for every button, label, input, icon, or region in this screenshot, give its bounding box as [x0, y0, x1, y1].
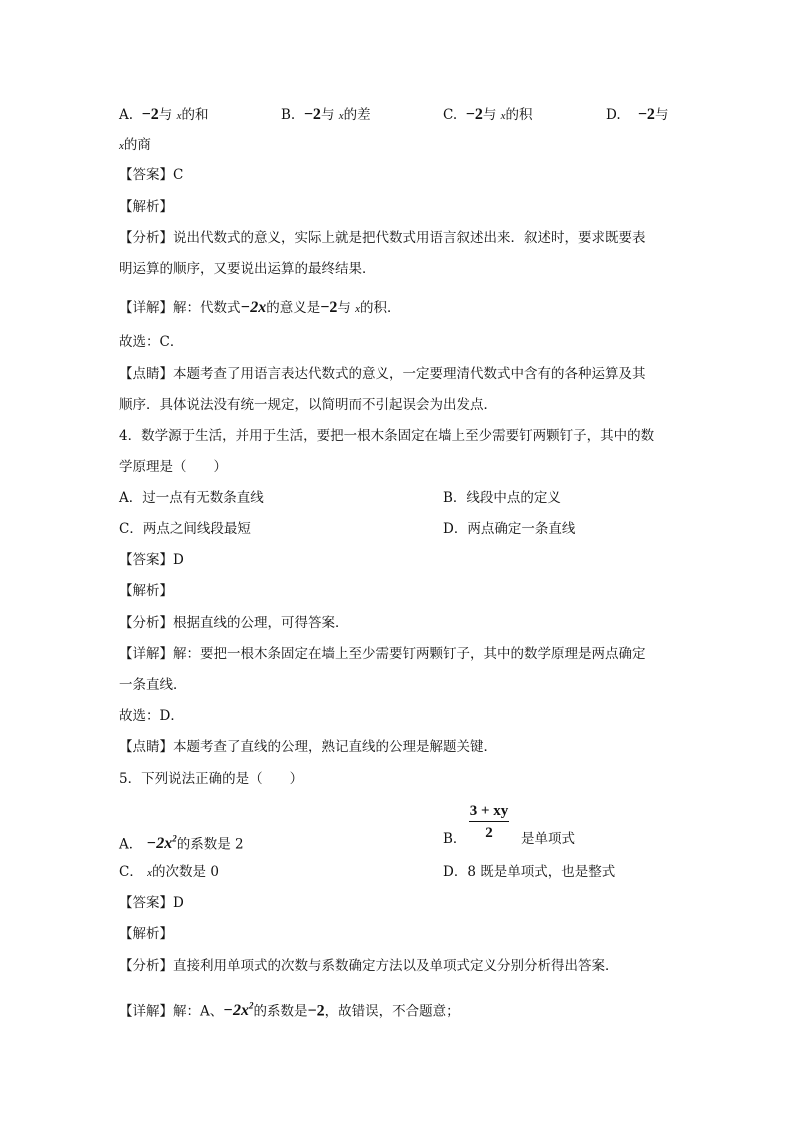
math-expr: −2 [465, 106, 483, 123]
q3-answer: 【答案】C [119, 167, 184, 183]
q4-answer: 【答案】D [119, 552, 184, 568]
math-expr: −2 [307, 1002, 325, 1020]
option-label: B. [281, 107, 296, 123]
q5-detail [119, 997, 460, 1020]
q4-option-a: A．过一点有无数条直线 [119, 490, 264, 506]
detail-text: 的积． [360, 300, 401, 316]
option-label: A． [119, 836, 143, 853]
q3-analysis-heading: 【解析】 [119, 199, 173, 215]
math-exponent: 2 [172, 834, 177, 844]
q3-option-d-continued [119, 136, 151, 155]
math-expr [223, 1002, 253, 1019]
q3-option-d [606, 106, 668, 124]
q5-option-a [119, 830, 244, 853]
q4-stem-line1: 4．数学源于生活，并用于生活，要把一根木条固定在墙上至少需要钉两颗钉子，其中的数 [119, 428, 655, 444]
detail-text: ，故错误，不合题意； [324, 1003, 460, 1020]
math-var: x [338, 110, 344, 122]
q3-comment-line1: 【点睛】本题考查了用语言表达代数式的意义，一定要理清代数式中含有的各种运算及其 [119, 366, 646, 382]
option-label: D. [606, 107, 621, 123]
q5-option-d: D．8 既是单项式，也是整式 [443, 864, 616, 880]
q4-fenxi: 【分析】根据直线的公理，可得答案． [119, 615, 349, 631]
q5-option-c [119, 863, 219, 882]
q4-option-b: B．线段中点的定义 [443, 490, 561, 506]
option-text: 与 [320, 107, 335, 123]
option-text: 的积 [505, 107, 533, 123]
q3-choose: 故选：C． [119, 334, 184, 350]
detail-text: 的意义是 [266, 300, 321, 316]
option-text: 与 [654, 107, 669, 123]
math-exponent: 2 [248, 1001, 254, 1011]
q3-option-c [443, 106, 533, 125]
math-expr: −2 [141, 106, 159, 123]
fraction-bar [469, 821, 509, 822]
option-label: C. [443, 107, 458, 123]
q3-detail [119, 299, 401, 318]
detail-text: 【详解】解：A、 [119, 1003, 224, 1020]
option-label: B． [443, 831, 467, 847]
fraction-numerator: 3 + xy [469, 803, 509, 819]
math-var: x [176, 110, 182, 122]
q5-fraction [465, 802, 513, 842]
q4-analysis-heading: 【解析】 [119, 583, 173, 599]
math-expr: −2 [320, 299, 338, 316]
math-base: −2x [146, 835, 173, 853]
q4-detail-line1: 【详解】解：要把一根木条固定在墙上至少需要钉两颗钉子，其中的数学原理是两点确定 [119, 646, 646, 662]
q3-comment-line2: 顺序．具体说法没有统一规定，以简明而不引起误会为出发点． [119, 397, 497, 413]
q4-option-d: D．两点确定一条直线 [443, 521, 576, 537]
option-text: 的系数是 2 [176, 836, 244, 853]
q3-fenxi-line2: 明运算的顺序，又要说出运算的最终结果． [119, 261, 376, 277]
q5-fenxi: 【分析】直接利用单项式的次数与系数确定方法以及单项式定义分别分析得出答案． [119, 958, 619, 974]
q4-comment: 【点睛】本题考查了直线的公理，熟记直线的公理是解题关键． [119, 739, 497, 755]
option-text: 与 [482, 107, 497, 123]
q3-fenxi-line1: 【分析】说出代数式的意义，实际上就是把代数式用语言叙述出来．叙述时，要求既要表 [119, 230, 646, 246]
q5-stem: 5．下列说法正确的是（ ） [119, 771, 304, 787]
q3-option-a [119, 106, 208, 125]
math-expr [147, 835, 177, 852]
q4-option-c: C．两点之间线段最短 [119, 521, 251, 537]
q4-stem-line2: 学原理是（ ） [119, 459, 227, 475]
math-var: x [355, 303, 361, 315]
option-text: 的差 [343, 107, 371, 123]
option-label: A. [119, 107, 134, 123]
math-expr: −2 [303, 106, 321, 123]
detail-text: 的系数是 [253, 1003, 308, 1020]
option-text: 的次数是 0 [152, 864, 219, 880]
math-var: x [147, 867, 153, 879]
option-text: 的和 [181, 107, 209, 123]
math-expr: −2x [240, 299, 267, 316]
math-var: x [500, 110, 506, 122]
math-var: x [119, 140, 124, 152]
math-expr: −2 [637, 106, 655, 123]
q4-detail-line2: 一条直线． [119, 677, 187, 693]
option-text: 是单项式 [521, 831, 576, 847]
option-text: 与 [158, 107, 173, 123]
fraction-denominator: 2 [485, 825, 493, 841]
option-text: 的商 [123, 137, 151, 153]
option-label: C． [119, 864, 143, 880]
detail-text: 与 [337, 300, 351, 316]
q4-choose: 故选：D． [119, 708, 184, 724]
q3-option-b [281, 106, 371, 125]
q5-answer: 【答案】D [119, 895, 184, 911]
detail-text: 【详解】解：代数式 [119, 300, 241, 316]
q5-analysis-heading: 【解析】 [119, 926, 173, 942]
math-base: −2x [223, 1002, 249, 1020]
